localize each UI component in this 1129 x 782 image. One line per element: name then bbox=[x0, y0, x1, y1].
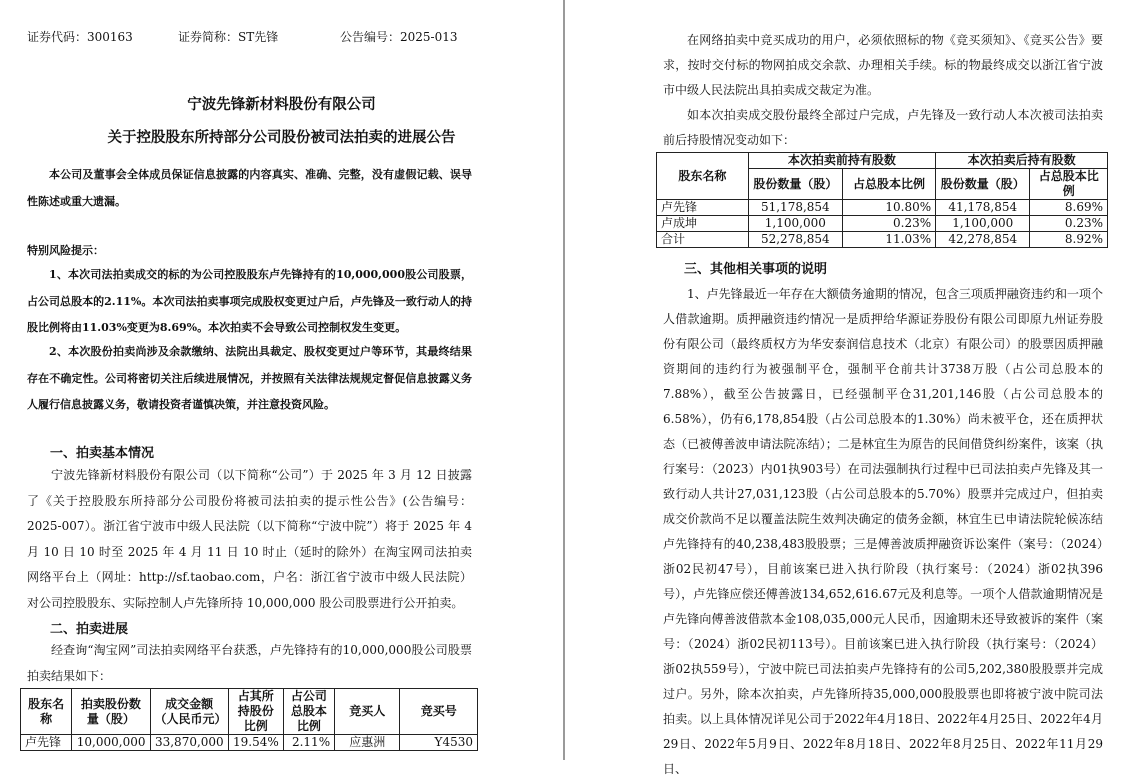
table-cell: 8.69% bbox=[1030, 200, 1108, 216]
table-cell: Y4530 bbox=[400, 735, 478, 751]
disclaimer: 本公司及董事会全体成员保证信息披露的内容真实、准确、完整，没有虚假记载、误导性陈述或重大遗漏。 bbox=[27, 168, 472, 208]
table-header: 拍卖股份数量（股） bbox=[72, 689, 150, 735]
table-cell: 应惠洲 bbox=[335, 735, 400, 751]
notice-number: 公告编号：2025-013 bbox=[340, 30, 458, 44]
table-row bbox=[657, 216, 1108, 232]
table-header-row bbox=[21, 689, 478, 735]
table-cell: 8.92% bbox=[1030, 232, 1108, 248]
table-cell: 41,178,854 bbox=[936, 200, 1030, 216]
table-cell: 52,278,854 bbox=[748, 232, 842, 248]
section2-body: 经查询“淘宝网”司法拍卖网络平台获悉，卢先锋持有的10,000,000股公司股票拍卖结果如下： bbox=[27, 643, 472, 683]
section2-heading: 二、拍卖进展 bbox=[50, 622, 129, 637]
stock-short-name: 证券简称：ST先锋 bbox=[178, 30, 279, 44]
stock-code: 证券代码：300163 bbox=[27, 30, 133, 44]
table-header: 成交金额（人民币元） bbox=[150, 689, 228, 735]
table-cell: 19.54% bbox=[228, 735, 283, 751]
table-cell: 卢先锋 bbox=[657, 200, 749, 216]
table-cell: 0.23% bbox=[1030, 216, 1108, 232]
table-header: 占总股本比例 bbox=[1030, 169, 1108, 200]
table-header: 竞买号 bbox=[400, 689, 478, 735]
table-cell: 1,100,000 bbox=[748, 216, 842, 232]
holding-change-table bbox=[656, 152, 1108, 248]
notice-title: 关于控股股东所持部分公司股份被司法拍卖的进展公告 bbox=[107, 129, 456, 146]
table-header: 本次拍卖后持有股数 bbox=[936, 153, 1108, 169]
table-header: 竞买人 bbox=[335, 689, 400, 735]
table-cell: 33,870,000 bbox=[150, 735, 228, 751]
table-cell: 1,100,000 bbox=[936, 216, 1030, 232]
table-cell: 0.23% bbox=[842, 216, 935, 232]
table-cell: 卢成坤 bbox=[657, 216, 749, 232]
risk-item-2: 2、本次股份拍卖尚涉及余款缴纳、法院出具裁定、股权变更过户等环节，其最终结果存在不确定性。公司将密切关注后续进展情况，并按照有关法律法规规定督促信息披露义务人履行信息披露义务，敬请投资者谨慎决策，并注意投资风险。 bbox=[27, 345, 472, 411]
table-header: 股东名称 bbox=[21, 689, 72, 735]
section3-body: 1、卢先锋最近一年存在大额债务逾期的情况，包含三项质押融资违约和一项个人借款逾期。质押融资违约情况一是质押给华源证券股份有限公司即原九州证券股份有限公司（最终质权方为华安泰润信息技术（北京）有限公司）的股票因质押融资期间的违约行为被强制平仓，强制平仓前共计3738万股（占公司总股本的7.88%），截至公告披露日，已经强制平仓31,201,146股（占公司总股本的6.58%），仍有6,178,854股（占公司总股本的1.30%）尚未被平仓，还在质押状态（已被傅善波申请法院冻结）；二是林宜生为原告的民间借贷纠纷案件，该案（执行案号：（2023）内01执903号）在司法强制执行过程中已司法拍卖卢先锋及其一致行动人共计27,031,123股（占公司总股本的5.70%）股票并完成过户，但拍卖成交价款尚不足以覆盖法院生效判决确定的债务金额，林宜生已申请法院轮候冻结卢先锋持有的40,238,483股股票；三是傅善波质押融资诉讼案件（案号：（2024）浙02民初47号），目前该案已进入执行阶段（执行案号：（2024）浙02执396号），卢先锋应偿还傅善波134,652,616.67元及利息等。一项个人借款逾期情况是卢先锋向傅善波借款本金108,035,000元人民币，因逾期未还导致被诉的案件（案号：（2024）浙02民初113号）。目前该案已进入执行阶段（执行案号：（2024）浙02执559号），宁波中院已司法拍卖卢先锋持有的公司5,202,380股股票并完成过户。另外，除本次拍卖，卢先锋所持35,000,000股股票也即将被宁波中院司法拍卖。以上具体情况详见公司于2022年4月18日、2022年4月25日、2022年4月29日、2022年5月9日、2022年8月18日、2022年8月25日、2022年11月29日、 bbox=[663, 287, 1103, 776]
section1-body: 宁波先锋新材料股份有限公司（以下简称“公司”）于 2025 年 3 月 12 日披露了《关于控股股东所持部分公司股份将被司法拍卖的提示性公告》(公告编号：2025-007）。浙江省宁波市中级人民法院（以下简称“宁波中院”）将于 2025 年 4 月 10 日 10 时至 2025 年 4 月 11 日 10 时止（延时的除外）在淘宝网司法拍卖网络平台上（网址：http://sf.taobao.com，户名：浙江省宁波市中级人民法院）对公司控股股东、实际控制人卢先锋所持 10,000,000 股公司股票进行公开拍卖。 bbox=[27, 468, 472, 610]
right-para-1: 在网络拍卖中竞买成功的用户，必须依照标的物《竞买须知》、《竞买公告》要求，按时交付标的物网拍成交余款、办理相关手续。标的物最终成交以浙江省宁波市中级人民法院出具拍卖成交裁定为准。 bbox=[663, 33, 1103, 97]
table-header-row bbox=[657, 153, 1108, 169]
auction-result-table bbox=[20, 688, 478, 751]
page-divider bbox=[563, 0, 565, 760]
right-para-2: 如本次拍卖成交股份最终全部过户完成，卢先锋及一致行动人本次被司法拍卖前后持股情况变动如下： bbox=[663, 108, 1103, 147]
risk-item-1: 1、本次司法拍卖成交的标的为公司控股股东卢先锋持有的10,000,000股公司股票，占公司总股本的2.11%。本次司法拍卖事项完成股权变更过户后，卢先锋及一致行动人的持股比例将由11.03%变更为8.69%。本次拍卖不会导致公司控制权发生变更。 bbox=[27, 268, 472, 334]
table-header: 股份数量（股） bbox=[748, 169, 842, 200]
table-header: 占总股本比例 bbox=[842, 169, 935, 200]
table-cell: 10.80% bbox=[842, 200, 935, 216]
risk-heading: 特别风险提示： bbox=[27, 244, 104, 257]
section1-heading: 一、拍卖基本情况 bbox=[50, 446, 155, 461]
table-row bbox=[657, 200, 1108, 216]
table-cell: 卢先锋 bbox=[21, 735, 72, 751]
table-cell: 合计 bbox=[657, 232, 749, 248]
table-cell: 42,278,854 bbox=[936, 232, 1030, 248]
table-cell: 10,000,000 bbox=[72, 735, 150, 751]
company-name: 宁波先锋新材料股份有限公司 bbox=[187, 96, 376, 113]
table-header: 占公司总股本比例 bbox=[283, 689, 334, 735]
section3-heading: 三、其他相关事项的说明 bbox=[684, 262, 828, 277]
table-cell: 2.11% bbox=[283, 735, 334, 751]
table-row bbox=[21, 735, 478, 751]
table-header: 本次拍卖前持有股数 bbox=[748, 153, 935, 169]
table-cell: 11.03% bbox=[842, 232, 935, 248]
table-header: 股份数量（股） bbox=[936, 169, 1030, 200]
left-page bbox=[0, 0, 563, 760]
table-header: 股东名称 bbox=[657, 153, 749, 200]
table-cell: 51,178,854 bbox=[748, 200, 842, 216]
right-page bbox=[566, 0, 1129, 776]
table-row bbox=[657, 232, 1108, 248]
table-header: 占其所持股份比例 bbox=[228, 689, 283, 735]
